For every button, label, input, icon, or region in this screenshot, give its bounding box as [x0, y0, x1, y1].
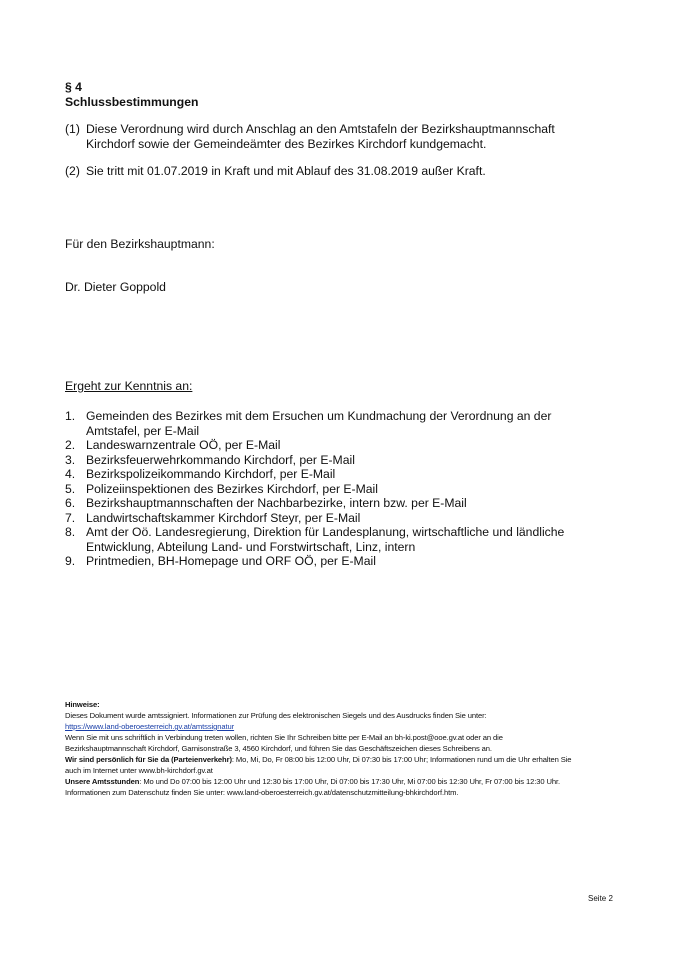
- list-line: Bezirkshauptmannschaften der Nachbarbezirke, intern bzw. per E-Mail: [86, 496, 467, 510]
- office-hours-label: Unsere Amtsstunden: [65, 777, 140, 786]
- provision-2: [65, 164, 625, 179]
- list-number: 8.: [65, 525, 76, 539]
- provision-line: Sie tritt mit 01.07.2019 in Kraft und mit Ablauf des 31.08.2019 außer Kraft.: [86, 163, 486, 178]
- list-item: [65, 438, 625, 453]
- list-item: [65, 482, 625, 497]
- list-number: 7.: [65, 510, 76, 525]
- list-item: [65, 511, 625, 526]
- list-number: 9.: [65, 554, 76, 568]
- section-header: [65, 80, 198, 110]
- list-line: Bezirkspolizeikommando Kirchdorf, per E-Mail: [86, 467, 336, 481]
- list-number: 5.: [65, 481, 76, 496]
- list-number: 3.: [65, 452, 76, 467]
- notes-heading: Hinweise:: [65, 700, 100, 709]
- list-line: Bezirksfeuerwehrkommando Kirchdorf, per E-Mail: [86, 452, 355, 467]
- list-line: Entwicklung, Abteilung Land- und Forstwirtschaft, Linz, intern: [86, 539, 416, 554]
- provisions: [65, 122, 625, 179]
- provision-1: [65, 122, 625, 153]
- party-hours: [65, 754, 625, 765]
- list-item: [65, 453, 625, 468]
- provision-line: Diese Verordnung wird durch Anschlag an den Amtstafeln der Bezirkshauptmannschaft: [86, 122, 555, 136]
- list-item: [65, 525, 625, 554]
- signature-link[interactable]: https://www.land-oberoesterreich.gv.at/amtssignatur: [65, 722, 235, 731]
- party-hours-label: Wir sind persönlich für Sie da (Parteienverkehr): [65, 755, 232, 764]
- footer-notes: [65, 699, 625, 798]
- provision-line: Kirchdorf sowie der Gemeindeämter des Bezirkes Kirchdorf kundgemacht.: [86, 137, 487, 152]
- list-number: 1.: [65, 409, 76, 423]
- signer-name: Dr. Dieter Goppold: [65, 280, 166, 294]
- provision-number: (2): [65, 163, 80, 178]
- list-item: [65, 467, 625, 482]
- page-number: Seite 2: [588, 894, 613, 903]
- list-line: Gemeinden des Bezirkes mit dem Ersuchen um Kundmachung der Verordnung an der: [86, 409, 552, 423]
- list-line: Amt der Oö. Landesregierung, Direktion für Landesplanung, wirtschaftliche und ländliche: [86, 525, 565, 539]
- section-title: Schlussbestimmungen: [65, 95, 199, 109]
- list-item: [65, 554, 625, 569]
- signature-info: Dieses Dokument wurde amtssigniert. Informationen zur Prüfung des elektronischen Siegels und des Ausdrucks finden Sie unter:: [65, 711, 487, 720]
- contact-line: Bezirkshauptmannschaft Kirchdorf, Garnisonstraße 3, 4560 Kirchdorf, und führen Sie das Geschäftszeichen dieses Schreibens an.: [65, 744, 492, 753]
- list-item: [65, 409, 625, 438]
- signoff-text: Für den Bezirkshauptmann:: [65, 237, 215, 251]
- party-hours-text: : Mo, Mi, Do, Fr 08:00 bis 12:00 Uhr, Di 07:30 bis 17:00 Uhr; Informationen rund um die Uhr erhalten Sie: [231, 755, 572, 764]
- distribution-list: [65, 409, 625, 569]
- list-line: Landwirtschaftskammer Kirchdorf Steyr, per E-Mail: [86, 510, 361, 525]
- list-line: Landeswarnzentrale OÖ, per E-Mail: [86, 438, 281, 452]
- office-hours: [65, 776, 625, 787]
- privacy-info: Informationen zum Datenschutz finden Sie unter: www.land-oberoesterreich.gv.at/datenschutzmitteilung-bhkirchdorf.htm.: [65, 788, 459, 797]
- party-hours-text-2: auch im Internet unter www.bh-kirchdorf.gv.at: [65, 766, 213, 775]
- list-number: 6.: [65, 496, 76, 510]
- list-line: Polizeiinspektionen des Bezirkes Kirchdorf, per E-Mail: [86, 481, 378, 496]
- list-number: 4.: [65, 467, 76, 481]
- distribution-heading: Ergeht zur Kenntnis an:: [65, 379, 193, 393]
- contact-line: Wenn Sie mit uns schriftlich in Verbindung treten wollen, richten Sie Ihr Schreiben bitte per E-Mail an bh-ki.post@ooe.gv.at oder an die: [65, 733, 503, 742]
- section-number: § 4: [65, 80, 82, 94]
- list-item: [65, 496, 625, 511]
- office-hours-text: : Mo und Do 07:00 bis 12:00 Uhr und 12:30 bis 17:00 Uhr, Di 07:00 bis 17:30 Uhr, Mi 07:00 bis 12:30 Uhr, Fr 07:00 bis 12:30 Uhr.: [139, 777, 561, 786]
- list-line: Amtstafel, per E-Mail: [86, 423, 200, 438]
- provision-number: (1): [65, 122, 80, 136]
- list-line: Printmedien, BH-Homepage und ORF OÖ, per E-Mail: [86, 554, 376, 568]
- list-number: 2.: [65, 438, 76, 452]
